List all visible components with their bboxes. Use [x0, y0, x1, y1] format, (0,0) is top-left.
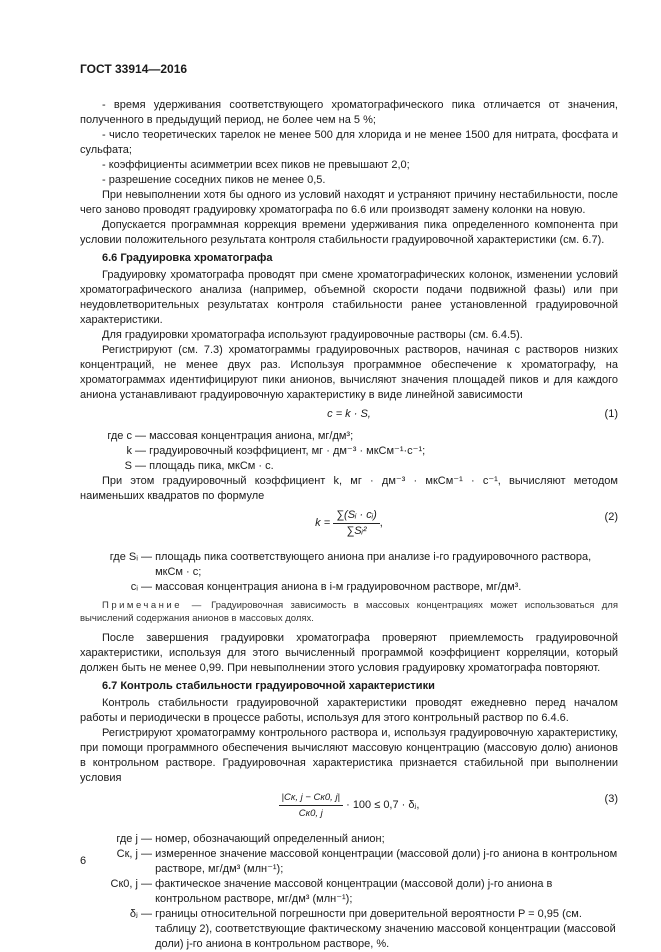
where-list-2	[80, 550, 618, 595]
paragraph: Допускается программная коррекция времени удерживания пика определенного компонента при условии положительного результата контроля стабильности градуировочной характеристики (см. 6.7).	[80, 219, 618, 246]
note-label: Примечание —	[102, 600, 204, 611]
equation-1-number: (1)	[604, 408, 618, 420]
definition-row: где j — номер, обозначающий определенный анион;	[116, 833, 385, 845]
paragraph: Регистрируют хроматограмму контрольного раствора и, используя градуировочную характеристику, при помощи программного обеспечения вычисляют массовую концентрацию (массовую долю) анионов в контрольном растворе. Градуировочная характеристика признается стабильной при выполнении условия	[80, 727, 618, 784]
list-item: - коэффициенты асимметрии всех пиков не превышают 2,0;	[102, 159, 410, 171]
paragraph: Регистрируют (см. 7.3) хроматограммы градуировочных растворов, начиная с растворов низких концентраций, не менее двух раз. Используя программное обеспечение к хроматографу, на хроматограммах идентифицируют пики анионов, вычисляют значения площадей пиков и для каждого аниона устанавливают градуировочную характеристику в виде линейной зависимости	[80, 344, 618, 401]
note	[80, 599, 618, 625]
equation-2-fraction	[333, 508, 380, 539]
definition-row: Cк, j — измеренное значение массовой концентрации (массовой доли) j-го аниона в контрольном растворе, мг/дм³ (млн⁻¹);	[116, 848, 618, 875]
note-text: Градуировочная зависимость в массовых концентрациях может использоваться для вычислений содержания анионов в массовых долях.	[80, 600, 618, 624]
equation-3-denominator: Cк0, j	[298, 808, 323, 819]
paragraph: Для градуировки хроматографа используют градуировочные растворы (см. 6.4.5).	[102, 329, 523, 341]
equation-2: k = $\frac{\text{∑(Sᵢ · cᵢ)}}{\text{∑Sᵢ²}}$ , (2)	[315, 509, 618, 537]
equation-3-numerator: |Cк, j − Cк0, j|	[279, 790, 344, 806]
definition-row: cᵢ — массовая концентрация аниона в i-м градуировочном растворе, мг/дм³.	[130, 581, 522, 593]
where-list-1	[80, 429, 618, 474]
section-heading-6-7: 6.7 Контроль стабильности градуировочной характеристики	[102, 680, 435, 692]
paragraph: После завершения градуировки хроматографа проверяют приемлемость градуировочной характеристики, используя для этого вычисленный программой коэффициент корреляции, который должен быть не менее 0,99. При невыполнении этого условия градуировку хроматографа повторяют.	[80, 632, 618, 674]
equation-2-number: (2)	[604, 511, 618, 523]
definition-row: δⱼ — границы относительной погрешности при доверительной вероятности P = 0,95 (см. таблицу 2), соответствующие фактическому значению массовой концентрации (массовой доли) j-го аниона в контрольном растворе, %.	[129, 908, 616, 950]
page-content	[80, 98, 618, 952]
paragraph: При этом градуировочный коэффициент k, мг · дм⁻³ · мкСм⁻¹ · с⁻¹, вычисляют методом наименьших квадратов по формуле	[80, 475, 618, 502]
paragraph: При невыполнении хотя бы одного из условий находят и устраняют причину нестабильности, после чего заново проводят градуировку хроматографа по 6.6 или производят замену колонки на новую.	[80, 189, 618, 216]
page-number: 6	[80, 855, 87, 867]
definition-row: S — площадь пика, мкСм · с.	[124, 460, 274, 472]
equation-3-number: (3)	[604, 793, 618, 805]
paragraph: Контроль стабильности градуировочной характеристики проводят ежедневно перед началом работы и периодически в процессе работы, используя для этого контрольный раствор по 6.4.6.	[80, 697, 618, 724]
equation-3-tail: · 100 ≤ 0,7 · δⱼ,	[346, 799, 420, 811]
definition-row: где Sᵢ — площадь пика соответствующего аниона при анализе i-го градуировочного раствора, мкСм · с;	[109, 551, 592, 578]
where-list-3	[80, 832, 618, 952]
definition-row: Cк0, j — фактическое значение массовой концентрации (массовой доли) j-го аниона в контрольном растворе, мг/дм³ (млн⁻¹);	[110, 878, 553, 905]
definition-row: k — градуировочный коэффициент, мг · дм⁻³ · мкСм⁻¹·с⁻¹;	[126, 445, 426, 457]
page-header: ГОСТ 33914—2016	[80, 62, 188, 76]
equation-1	[80, 407, 618, 427]
definition-row: где c — массовая концентрация аниона, мг/дм³;	[107, 430, 354, 442]
list-item: - время удерживания соответствующего хроматографического пика отличается от значения, полученного в предыдущий период, не более чем на 5 %;	[80, 99, 618, 126]
equation-2-denominator: ∑Sᵢ²	[346, 525, 367, 537]
list-item: - число теоретических тарелок не менее 500 для хлорида и не менее 1500 для нитрата, фосфата и сульфата;	[80, 129, 618, 156]
equation-3	[80, 790, 618, 828]
equation-2-lhs: k =	[315, 517, 331, 529]
section-heading-6-6: 6.6 Градуировка хроматографа	[102, 252, 273, 264]
list-item: - разрешение соседних пиков не менее 0,5.	[102, 174, 326, 186]
equation-2-numerator: ∑(Sᵢ · cᵢ)	[333, 508, 380, 524]
equation-1-body: c = k · S,	[327, 408, 371, 420]
equation-3-fraction	[279, 790, 344, 821]
paragraph: Градуировку хроматографа проводят при смене хроматографических колонок, изменении условий хроматографического анализа (например, объемной скорости подачи подвижной фазы) или при неудовлетворительных результатах контроля стабильности ранее установленной градуировочной характеристики.	[80, 269, 618, 326]
